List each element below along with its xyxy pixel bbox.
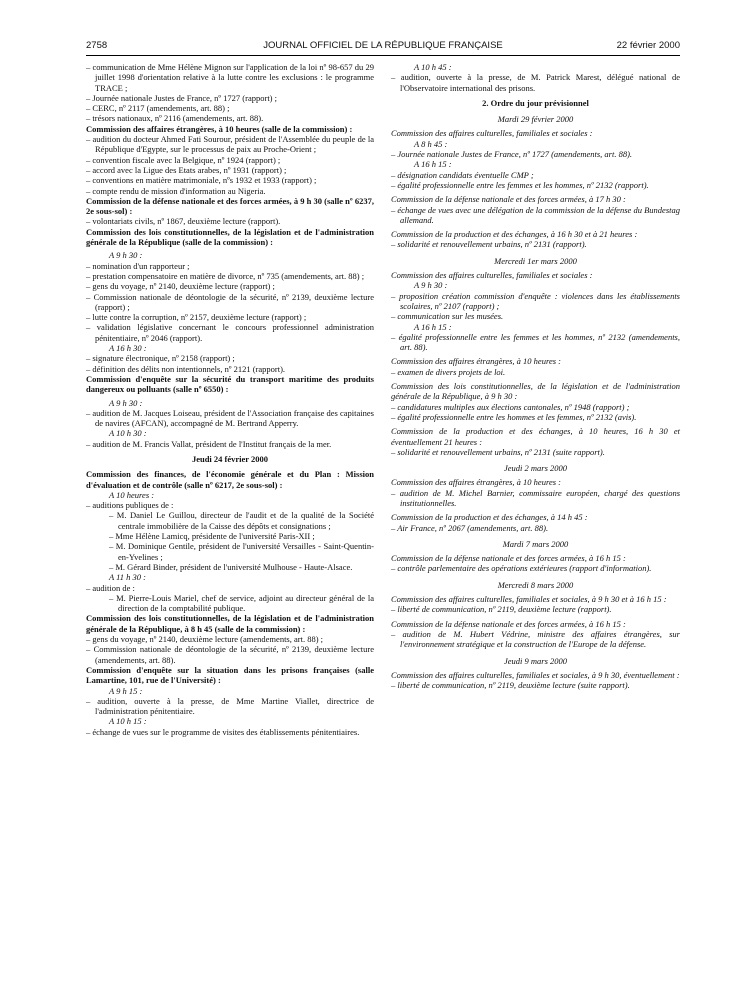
committee-heading: Commission de la production et des échanges, à 14 h 45 : [391, 512, 588, 523]
agenda-item: – audition du docteur Ahmed Fati Sourour, président de l'Assemblée du peuple de la République d'Egypte, sur le processus de paix au Proche-Orient ; [86, 134, 374, 155]
time-slot: A 16 h 15 : [414, 159, 452, 170]
header-rule [86, 55, 680, 56]
agenda-item: – validation législative concernant le concours professionnel administration pénitentiaire, nº 2046 (rapport). [86, 322, 374, 343]
agenda-subitem: – M. Gérard Binder, président de l'université Mulhouse - Haute-Alsace. [109, 561, 353, 572]
agenda-item: – volontariats civils, nº 1867, deuxième lecture (rapport). [86, 216, 281, 227]
agenda-item: – égalité professionnelle entre les femmes et les hommes, nº 2132 (rapport). [391, 179, 649, 190]
committee-heading: Commission des affaires étrangères, à 10 heures (salle de la commission) : [86, 123, 353, 134]
committee-heading: Commission de la défense nationale et des forces armées, à 16 h 15 : [391, 553, 626, 564]
agenda-item: – audition, ouverte à la presse, de M. Patrick Marest, délégué national de l'Observatoire international des prisons. [391, 72, 680, 93]
agenda-item: – examen de divers projets de loi. [391, 366, 506, 377]
time-slot: A 10 h 15 : [109, 716, 147, 727]
committee-heading: Commission de la défense nationale et des forces armées, à 17 h 30 : [391, 194, 626, 205]
agenda-item: – audition, ouverte à la presse, de Mme Martine Viallet, directrice de l'administration pénitentiaire. [86, 695, 374, 717]
committee-heading: Commission de la production et des échanges, à 16 h 30 et à 21 heures : [391, 229, 638, 240]
issue-date: 22 février 2000 [616, 40, 680, 51]
agenda-item: – CERC, nº 2117 (amendements, art. 88) ; [86, 103, 230, 114]
committee-heading: Commission d'enquête sur la sécurité du transport maritime des produits dangereux ou polluants (salle nº 6550) : [86, 373, 374, 395]
committee-heading: Commission des affaires culturelles, familiales et sociales, à 9 h 30, éventuellement : [391, 669, 680, 680]
day-heading: Mardi 29 février 2000 [497, 114, 574, 125]
agenda-item: – auditions publiques de : [86, 500, 174, 511]
time-slot: A 10 h 30 : [109, 428, 147, 439]
agenda-item: – lutte contre la corruption, nº 2157, deuxième lecture (rapport) ; [86, 312, 307, 323]
agenda-item: – égalité professionnelle entre les hommes et les femmes, nº 2132 (avis). [391, 411, 637, 422]
agenda-subitem: – M. Dominique Gentile, président de l'université Versailles - Saint-Quentin-en-Yvelines ; [109, 541, 374, 562]
time-slot: A 11 h 30 : [109, 572, 146, 583]
agenda-item: – audition de M. Michel Barnier, commissaire européen, chargé des questions institutionnelles. [391, 487, 680, 508]
agenda-item: – audition de M. Jacques Loiseau, président de l'Association française des capitaines de navires (AFCAN), accompagné de M. Bertrand Apperry. [86, 407, 374, 429]
agenda-item: – Journée nationale Justes de France, nº 1727 (amendements, art. 88). [391, 149, 633, 160]
agenda-item: – communication sur les musées. [391, 311, 504, 322]
agenda-item: – liberté de communication, nº 2119, deuxième lecture (suite rapport). [391, 680, 630, 691]
agenda-item: – conventions en matière matrimoniale, nºs 1932 et 1933 (rapport) ; [86, 175, 317, 186]
agenda-item: – convention fiscale avec la Belgique, nº 1924 (rapport) ; [86, 154, 281, 165]
agenda-item: – solidarité et renouvellement urbains, nº 2131 (rapport). [391, 239, 587, 250]
agenda-item: – nomination d'un rapporteur ; [86, 260, 190, 271]
agenda-item: – échange de vues sur le programme de visites des établissements pénitentiaires. [86, 726, 360, 737]
agenda-subitem: – M. Pierre-Louis Mariel, chef de service, adjoint au directeur général de la direction de la comptabilité publique. [109, 592, 374, 614]
committee-heading: Commission des affaires étrangères, à 10 heures : [391, 356, 561, 367]
day-heading: Jeudi 2 mars 2000 [503, 463, 568, 474]
committee-heading: Commission des lois constitutionnelles, de la législation et de l'administration générale de la République (salle de la commission) : [86, 226, 374, 248]
agenda-item: – audition de : [86, 582, 135, 593]
time-slot: A 16 h 30 : [109, 343, 147, 354]
committee-heading: Commission des affaires culturelles, familiales et sociales, à 9 h 30 et à 16 h 15 : [391, 594, 667, 605]
left-column [86, 62, 374, 737]
agenda-item: – Commission nationale de déontologie de la sécurité, nº 2139, deuxième lecture (rapport) ; [86, 291, 374, 312]
agenda-item: – gens du voyage, nº 2140, deuxième lecture (amendements, art. 88) ; [86, 634, 324, 645]
committee-heading: Commission des finances, de l'économie générale et du Plan : Mission d'évaluation et de contrôle (salle nº 6217, 2e sous-sol) : [86, 469, 374, 490]
day-heading: Jeudi 24 février 2000 [191, 453, 269, 464]
agenda-item: – Air France, nº 2067 (amendements, art. 88). [391, 522, 549, 533]
page-number: 2758 [86, 40, 108, 51]
time-slot: A 10 heures : [109, 489, 155, 500]
agenda-item: – accord avec la Ligue des Etats arabes, nº 1931 (rapport) ; [86, 164, 287, 175]
committee-heading: Commission des lois constitutionnelles, de la législation et de l'administration générale de la République, à 9 h 30 : [391, 381, 680, 402]
committee-heading: Commission de la défense nationale et des forces armées, à 16 h 15 : [391, 618, 626, 629]
agenda-item: – égalité professionnelle entre les femmes et les hommes, nº 2132 (amendements, art. 88). [391, 331, 680, 353]
committee-heading: Commission des affaires étrangères, à 10 heures : [391, 477, 561, 488]
page-header [86, 40, 680, 54]
committee-heading: Commission de la défense nationale et des forces armées, à 9 h 30 (salle nº 6237, 2e sous-sol) : [86, 195, 374, 217]
committee-heading: Commission des lois constitutionnelles, de la législation et de l'administration générale de la République, à 8 h 45 (salle de la commission) : [86, 613, 374, 634]
agenda-item: – Journée nationale Justes de France, nº 1727 (rapport) ; [86, 92, 277, 103]
agenda-item: – audition de M. Hubert Védrine, ministre des affaires étrangères, sur l'environnement stratégique et la construction de l'Europe de la défense. [391, 628, 680, 650]
agenda-item: – solidarité et renouvellement urbains, nº 2131 (suite rapport). [391, 446, 605, 457]
committee-heading: Commission de la production et des échanges, à 10 heures, 16 h 30 et éventuellement 21 heures : [391, 426, 680, 447]
agenda-item: – Commission nationale de déontologie de la sécurité, nº 2139, deuxième lecture (amendements, art. 88). [86, 644, 374, 665]
day-heading: Mercredi 8 mars 2000 [497, 579, 574, 590]
agenda-item: – contrôle parlementaire des opérations extérieures (rapport d'information). [391, 563, 652, 574]
agenda-item: – compte rendu de mission d'information au Nigeria. [86, 185, 266, 196]
agenda-item: – prestation compensatoire en matière de divorce, nº 735 (amendements, art. 88) ; [86, 270, 365, 281]
agenda-subitem: – Mme Hélène Lamicq, présidente de l'université Paris-XII ; [109, 531, 315, 542]
agenda-item: – communication de Mme Hélène Mignon sur l'application de la loi nº 98-657 du 29 juillet 1998 d'orientation relative à la lutte contre les exclusions : le programme TRACE ; [86, 62, 374, 93]
right-column [391, 62, 680, 690]
agenda-item: – candidatures multiples aux élections cantonales, nº 1948 (rapport) ; [391, 401, 630, 412]
agenda-item: – trésors nationaux, nº 2116 (amendements, art. 88). [86, 113, 264, 124]
agenda-item: – proposition création commission d'enquête : violences dans les établissements scolaires, nº 2107 (rapport) ; [391, 290, 680, 311]
journal-title: JOURNAL OFFICIEL DE LA RÉPUBLIQUE FRANÇAISE [263, 40, 503, 51]
day-heading: Jeudi 9 mars 2000 [503, 655, 568, 666]
time-slot: A 9 h 30 : [414, 280, 448, 291]
agenda-item: – échange de vues avec une délégation de la commission de la défense du Bundestag allemand. [391, 204, 680, 225]
time-slot: A 10 h 45 : [414, 62, 452, 72]
agenda-item: – désignation candidats éventuelle CMP ; [391, 169, 534, 180]
section-heading: 2. Ordre du jour prévisionnel [482, 97, 589, 108]
committee-heading: Commission des affaires culturelles, familiales et sociales : [391, 270, 593, 281]
agenda-item: – liberté de communication, nº 2119, deuxième lecture (rapport). [391, 604, 612, 615]
time-slot: A 9 h 30 : [109, 250, 143, 261]
day-heading: Mardi 7 mars 2000 [502, 538, 569, 549]
agenda-item: – signature électronique, nº 2158 (rapport) ; [86, 353, 235, 364]
committee-heading: Commission des affaires culturelles, familiales et sociales : [391, 128, 593, 139]
committee-heading: Commission d'enquête sur la situation dans les prisons françaises (salle Lamartine, 101, rue de l'Université) : [86, 664, 374, 686]
agenda-item: – gens du voyage, nº 2140, deuxième lecture (rapport) ; [86, 281, 275, 292]
agenda-item: – audition de M. Francis Vallat, président de l'Institut français de la mer. [86, 438, 332, 449]
time-slot: A 16 h 15 : [414, 321, 452, 332]
day-heading: Mercredi 1er mars 2000 [494, 255, 577, 266]
time-slot: A 9 h 15 : [109, 685, 143, 696]
agenda-item: – définition des délits non intentionnels, nº 2121 (rapport). [86, 363, 286, 374]
time-slot: A 9 h 30 : [109, 397, 143, 408]
agenda-subitem: – M. Daniel Le Guillou, directeur de l'audit et de la qualité de la Société centrale immobilière de la Caisse des dépôts et consignations ; [109, 510, 374, 531]
time-slot: A 8 h 45 : [414, 138, 448, 149]
